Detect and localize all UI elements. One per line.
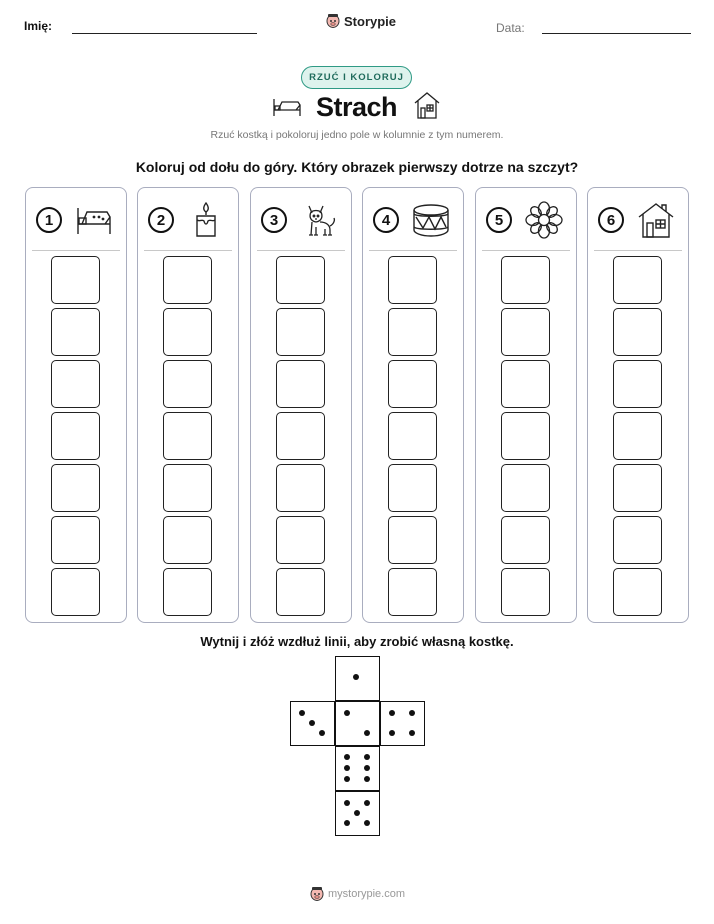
color-cell[interactable] <box>501 412 550 460</box>
house-icon <box>412 90 442 120</box>
instruction: Koloruj od dołu do góry. Który obrazek pierwszy dotrze na szczyt? <box>135 159 579 175</box>
pip <box>344 800 350 806</box>
column-5 <box>475 187 577 623</box>
color-cell[interactable] <box>163 568 212 616</box>
color-cell[interactable] <box>613 360 662 408</box>
color-cell[interactable] <box>276 412 325 460</box>
pip <box>389 730 395 736</box>
color-cell[interactable] <box>163 464 212 512</box>
flower-icon <box>524 200 564 240</box>
color-cell[interactable] <box>501 308 550 356</box>
date-line[interactable] <box>542 33 691 34</box>
column-number: 3 <box>261 207 287 233</box>
column-divider <box>32 250 120 251</box>
column-header <box>36 198 120 242</box>
column-2 <box>137 187 239 623</box>
color-cell[interactable] <box>388 412 437 460</box>
color-cell[interactable] <box>276 568 325 616</box>
footer-url[interactable]: mystorypie.com <box>328 888 406 900</box>
pip <box>364 765 370 771</box>
color-cell[interactable] <box>388 568 437 616</box>
name-label: Imię: <box>24 19 53 33</box>
column-divider <box>594 250 682 251</box>
color-cell[interactable] <box>163 308 212 356</box>
color-cell[interactable] <box>51 464 100 512</box>
dice-face-lower <box>335 746 380 791</box>
column-number: 2 <box>148 207 174 233</box>
pip <box>344 710 350 716</box>
pip <box>319 730 325 736</box>
brand-logo <box>326 13 396 29</box>
page-title: Strach <box>316 92 398 122</box>
color-cell[interactable] <box>388 464 437 512</box>
color-cell[interactable] <box>51 360 100 408</box>
color-cell[interactable] <box>613 516 662 564</box>
column-number: 5 <box>486 207 512 233</box>
color-cell[interactable] <box>51 568 100 616</box>
bed-icon <box>272 95 302 119</box>
drum-icon <box>411 200 451 240</box>
pip <box>409 730 415 736</box>
color-cell[interactable] <box>276 256 325 304</box>
pip <box>344 776 350 782</box>
pip <box>364 754 370 760</box>
color-cell[interactable] <box>613 256 662 304</box>
column-header <box>148 198 232 242</box>
color-cell[interactable] <box>163 412 212 460</box>
pip <box>364 776 370 782</box>
footer-logo <box>310 886 405 902</box>
pip <box>364 730 370 736</box>
column-1 <box>25 187 127 623</box>
column-6 <box>587 187 689 623</box>
candle-icon <box>186 200 226 240</box>
column-header <box>373 198 457 242</box>
date-label: Data: <box>496 21 525 35</box>
color-cell[interactable] <box>613 308 662 356</box>
dice-face-top <box>335 656 380 701</box>
column-header <box>598 198 682 242</box>
color-cell[interactable] <box>276 360 325 408</box>
activity-badge: RZUĆ I KOLORUJ <box>301 66 412 89</box>
pig-mascot-icon <box>326 13 340 29</box>
color-cell[interactable] <box>51 256 100 304</box>
color-cell[interactable] <box>613 568 662 616</box>
color-cell[interactable] <box>163 516 212 564</box>
column-3 <box>250 187 352 623</box>
dice-face-left <box>290 701 335 746</box>
color-cell[interactable] <box>501 464 550 512</box>
color-cell[interactable] <box>388 256 437 304</box>
column-header <box>261 198 345 242</box>
column-divider <box>144 250 232 251</box>
color-cell[interactable] <box>613 464 662 512</box>
color-cell[interactable] <box>388 360 437 408</box>
color-cell[interactable] <box>501 516 550 564</box>
color-cell[interactable] <box>501 256 550 304</box>
column-divider <box>369 250 457 251</box>
pip <box>299 710 305 716</box>
pip <box>389 710 395 716</box>
name-line[interactable] <box>72 33 257 34</box>
column-divider <box>482 250 570 251</box>
column-header <box>486 198 570 242</box>
color-cell[interactable] <box>388 308 437 356</box>
color-cell[interactable] <box>51 516 100 564</box>
column-number: 4 <box>373 207 399 233</box>
column-number: 1 <box>36 207 62 233</box>
pip <box>344 820 350 826</box>
column-number: 6 <box>598 207 624 233</box>
dice-face-right <box>380 701 425 746</box>
pip <box>344 754 350 760</box>
dice-face-center <box>335 701 380 746</box>
color-cell[interactable] <box>163 256 212 304</box>
pip <box>409 710 415 716</box>
pip <box>364 820 370 826</box>
color-cell[interactable] <box>388 516 437 564</box>
pip <box>309 720 315 726</box>
dice-face-bottom <box>335 791 380 836</box>
color-cell[interactable] <box>276 308 325 356</box>
pig-mascot-icon <box>310 886 324 902</box>
pip <box>344 765 350 771</box>
color-cell[interactable] <box>613 412 662 460</box>
bed-icon <box>74 200 114 240</box>
column-4 <box>362 187 464 623</box>
dice-instruction: Wytnij i złóż wzdłuż linii, aby zrobić własną kostkę. <box>200 634 514 649</box>
color-cell[interactable] <box>501 360 550 408</box>
column-divider <box>257 250 345 251</box>
color-cell[interactable] <box>501 568 550 616</box>
subtitle: Rzuć kostką i pokoloruj jedno pole w kolumnie z tym numerem. <box>210 129 504 141</box>
color-cell[interactable] <box>163 360 212 408</box>
color-cell[interactable] <box>276 516 325 564</box>
color-cell[interactable] <box>51 412 100 460</box>
dog-icon <box>299 200 339 240</box>
color-cell[interactable] <box>51 308 100 356</box>
pip <box>364 800 370 806</box>
pip <box>354 810 360 816</box>
color-cell[interactable] <box>276 464 325 512</box>
pip <box>353 674 359 680</box>
house-icon <box>636 200 676 240</box>
brand-name: Storypie <box>344 13 397 29</box>
